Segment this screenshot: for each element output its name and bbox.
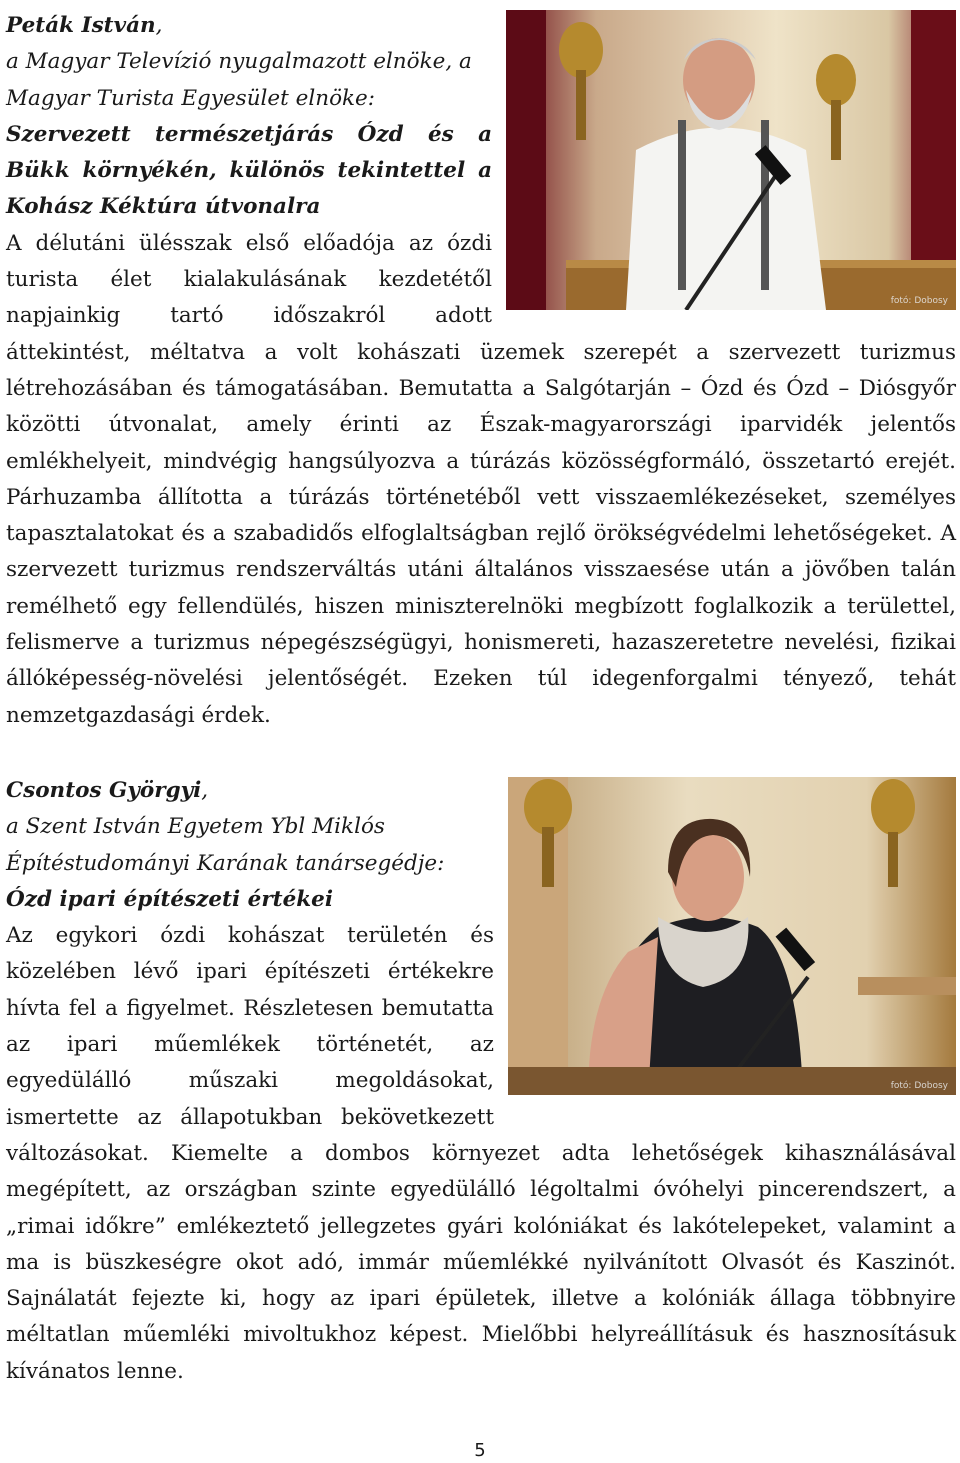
speaker-role-line-2: Építéstudományi Karának tanársegédje: xyxy=(6,850,445,876)
speaker-role-line-1: a Szent István Egyetem Ybl Miklós xyxy=(6,814,385,840)
speaker-role-line-2: Magyar Turista Egyesület elnöke: xyxy=(6,85,376,111)
speaker-photo xyxy=(508,777,956,1095)
speaker-name-line: Csontos Györgyi, xyxy=(6,778,209,803)
speaker-role-line-1: a Magyar Televízió nyugalmazott elnöke, a xyxy=(6,49,472,75)
page-number: 5 xyxy=(474,1440,486,1461)
section-csontos xyxy=(6,773,956,1390)
talk-summary: A délutáni ülésszak első előadója az ózdi turista élet kialakulásának kezdetétől napjainkig tartó időszakról adott áttekintést, méltatva a volt kohászati üzemek szerepét a szervezett turizmus létrehozásában és támogatásában. Bemutatta a Salgótarján – Ózd és Ózd – Diósgyőr közötti útvonalat, amely érinti az Észak-magyarországi iparvidék jelentős emlékhelyeit, mindvégig hangsúlyozva a túrázás közösségformáló, összetartó erejét. Párhuzamba állította a túrázás történetéből vett visszaemlékezéseket, személyes tapasztalatokat és a szabadidős elfoglaltságban rejlő örökségvédelmi lehetőségeket. A szervezett turizmus rendszerváltás utáni általános visszaesése után a jövőben talán remélhető egy fellendülés, hiszen miniszterelnöki megbízott foglalkozik a területtel, felismerve a turizmus népegészségügyi, honismereti, hazaszeretetre nevelési, fizikai állóképesség-növelési jelentőségét. Ezeken túl idegenforgalmi tényező, tehát nemzetgazdasági érdek. xyxy=(6,230,956,728)
talk-summary: Az egykori ózdi kohászat területén és közelében lévő ipari építészeti értékekre hívta fel a figyelmet. Részletesen bemutatta az ipari műemlékek történetét, az egyedülálló műszaki megoldásokat, ismertette az állapotukban bekövetkezett változásokat. Kiemelte a dombos környezet adta lehetőségek kihasználásával megépített, az országban szinte egyedülálló légoltalmi óvóhelyi pincerendszert, a „rimai időkre” emlékeztető jellegzetes gyári kolóniákat és lakótelepeket, valamint a ma is büszkeségre okot adó, immár műemlékké nyilvánított Olvasót és Kaszinót. Sajnálatát fejezte ki, hogy az ipari épületek, illetve a kolóniák állaga többnyire méltatlan műemléki mivoltukhoz képest. Mielőbbi helyreállításuk és hasznosításuk kívánatos lenne. xyxy=(6,923,956,1384)
speaker-name: Peták István xyxy=(6,13,156,38)
section-petak xyxy=(6,8,956,734)
talk-title: Ózd ipari építészeti értékei xyxy=(6,886,333,912)
speaker-photo xyxy=(506,10,956,310)
photo-credit: fotó: Dobosy xyxy=(890,1081,948,1091)
talk-title: Szervezett természetjárás Ózd és a Bükk környékén, különös tekintettel a Kohász Kéktúra útvonalra xyxy=(6,121,492,220)
photo-credit: fotó: Dobosy xyxy=(890,296,948,306)
speaker-name-line: Peták István, xyxy=(6,13,163,38)
speaker-name: Csontos Györgyi xyxy=(6,778,202,803)
